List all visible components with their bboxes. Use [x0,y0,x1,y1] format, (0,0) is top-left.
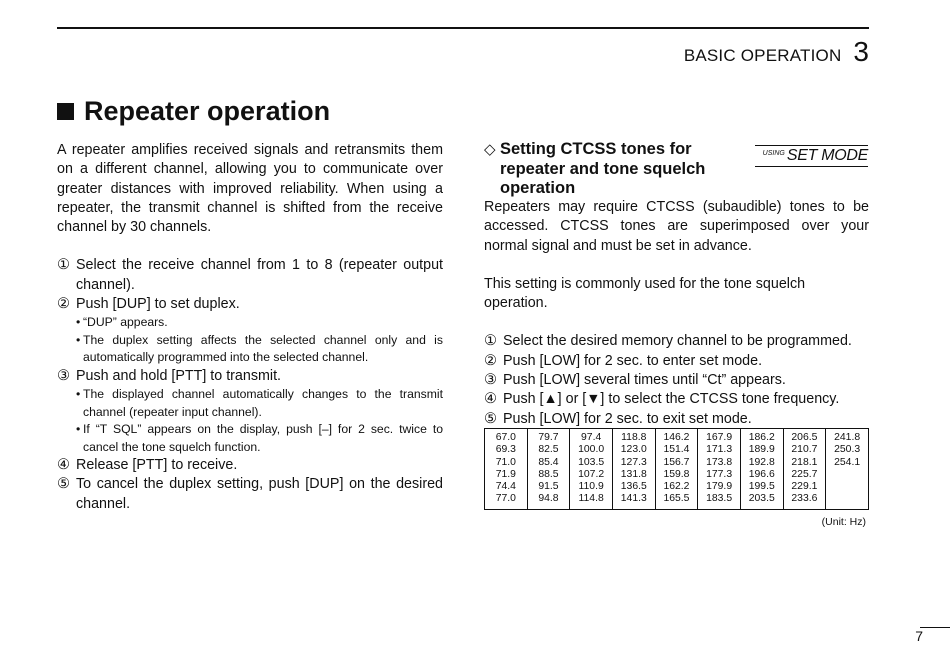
tone-column-cell [783,429,826,510]
tone-value: 74.4 [495,481,516,493]
subsection-heading [484,140,724,199]
tone-value: 151.4 [663,444,690,456]
tone-value: 210.7 [791,444,818,456]
right-step-2 [484,352,869,371]
unit-note: (Unit: Hz) [821,516,866,528]
tone-value: 218.1 [791,456,818,468]
tone-value: 79.7 [538,432,559,443]
tone-value: 100.0 [578,444,605,456]
step-number: ② [484,352,497,369]
left-step-4 [57,456,443,475]
step-number: ⑤ [484,410,497,427]
tone-value: 114.8 [578,493,604,505]
tone-value: 162.2 [663,481,690,493]
tone-value: 123.0 [620,444,647,456]
right-note: This setting is commonly used for the tone squelch operation. [484,275,806,312]
left-step-2 [57,295,443,314]
page-number-rule [920,627,950,628]
step-text: Push [▲] or [▼] to select the CTCSS tone frequency. [503,391,840,408]
step-text: Push [LOW] for 2 sec. to enter set mode. [503,352,763,369]
tone-value: 97.4 [581,432,602,443]
step-text: Push [LOW] for 2 sec. to exit set mode. [503,410,752,427]
step-text: Push [DUP] to set duplex. [76,296,240,313]
tone-column-cell [826,429,869,510]
step-text: Push [LOW] several times until “Ct” appears. [503,372,786,389]
note-text: The duplex setting affects the selected channel only and is automatically programmed into the selected channel. [83,332,443,365]
tone-value: 69.3 [495,444,516,456]
tone-value: 250.3 [834,444,861,456]
section-title: Repeater operation [84,96,331,126]
tone-value: 192.8 [748,456,775,468]
tone-value: 165.5 [663,493,690,505]
tone-value: 85.4 [538,456,559,468]
page-header [684,36,869,68]
tone-value: 171.3 [706,444,733,456]
note-text: The displayed channel automatically changes to the transmit channel (repeater input channel). [83,387,443,419]
step-number: ④ [484,391,497,408]
left-intro: A repeater amplifies received signals and retransmits them on a different channel, allowing you to communicate over greater distances with improved reliability. When using a repeater, the transmit channel is shifted from the receive channel by 30 channels. [57,142,443,236]
tone-value: 189.9 [748,444,775,456]
step-number: ⑤ [57,476,70,493]
tone-value: 131.8 [620,468,647,480]
left-step-5 [57,475,443,514]
step-text: Select the receive channel from 1 to 8 (repeater output channel). [76,257,443,293]
step-text: Push and hold [PTT] to transmit. [76,367,282,384]
set-mode-badge [755,145,868,167]
subsection-title: Setting CTCSS tones for repeater and tone squelch operation [500,140,706,197]
tone-value: 206.5 [791,432,818,443]
left-step-3 [57,367,443,386]
tone-value: 173.8 [706,456,733,468]
tone-value: 179.9 [706,481,733,493]
tone-value: 156.7 [663,456,690,468]
header-rule [57,27,869,29]
tone-column-cell [740,429,783,510]
tone-value: 203.5 [748,493,775,505]
right-step-1 [484,332,869,351]
step-number: ① [57,257,70,274]
tone-value: 94.8 [538,493,559,505]
diamond-bullet-icon: ◇ [484,141,496,158]
tone-value: 141.3 [620,493,647,505]
left-column [57,141,443,514]
step-text: To cancel the duplex setting, push [DUP] on the desired channel. [76,476,443,512]
tone-value: 241.8 [834,432,861,443]
note-text: “DUP” appears. [83,315,168,330]
right-column [484,198,869,429]
tone-column-cell [527,429,570,510]
tone-value: 77.0 [495,493,516,505]
tone-value: 110.9 [578,481,604,493]
tone-value: 103.5 [578,456,605,468]
tone-value: 196.6 [748,468,775,480]
right-intro: Repeaters may require CTCSS (subaudible) tones to be accessed. CTCSS tones are superimposed over your normal signal and must be set in advance. [484,199,869,254]
step-note: • “DUP” appears. [57,314,443,332]
tone-column-cell [698,429,741,510]
tone-value: 167.9 [706,432,733,443]
right-step-3 [484,371,869,390]
step-number: ② [57,296,70,313]
right-step-5 [484,410,869,429]
tone-value: 67.0 [495,432,516,443]
tone-value: 71.0 [495,456,516,468]
tone-value: 233.6 [791,493,818,505]
tone-value: 146.2 [663,432,690,443]
tone-value: 91.5 [538,481,559,493]
ctcss-tone-table [484,428,869,510]
tone-value: 136.5 [620,481,647,493]
step-text: Select the desired memory channel to be programmed. [503,333,852,350]
header-chapter-number: 3 [853,36,869,67]
tone-value: 186.2 [748,432,775,443]
section-heading [57,96,330,127]
step-number: ③ [484,372,497,389]
tone-value: 88.5 [538,468,559,480]
tone-column-cell [485,429,528,510]
square-bullet-icon [57,103,74,120]
step-number: ① [484,333,497,350]
tone-value: 118.8 [621,432,647,443]
tone-value: 225.7 [791,468,818,480]
note-text: If “T SQL” appears on the display, push [–] for 2 sec. twice to cancel the tone squelch function. [83,422,443,454]
tone-value: 183.5 [706,493,733,505]
tone-value: 159.8 [663,468,690,480]
tone-value: 177.3 [706,468,733,480]
left-step-1 [57,256,443,295]
badge-using: USING [762,150,785,157]
right-step-4 [484,390,869,409]
step-note: • The duplex setting affects the selected channel only and is automatically programmed into the selected channel. [57,332,443,367]
step-number: ③ [57,367,70,384]
tone-value: 199.5 [748,481,775,493]
tone-value: 71.9 [495,468,516,480]
tone-value: 82.5 [538,444,559,456]
header-section-title: BASIC OPERATION [683,46,842,65]
page-number: 7 [915,628,923,644]
tone-column-cell [570,429,613,510]
step-note: • The displayed channel automatically changes to the transmit channel (repeater input channel). [57,386,443,421]
tone-column-cell [612,429,655,510]
step-note: • If “T SQL” appears on the display, push [–] for 2 sec. twice to cancel the tone squelch function. [57,421,443,456]
badge-mode: SET MODE [786,147,868,164]
step-text: Release [PTT] to receive. [76,457,238,474]
tone-value: 127.3 [620,456,647,468]
tone-value: 229.1 [791,481,818,493]
tone-value: 254.1 [834,456,861,468]
tone-column-cell [655,429,698,510]
tone-value: 107.2 [578,468,605,480]
table-row [485,429,869,510]
step-number: ④ [57,457,70,474]
